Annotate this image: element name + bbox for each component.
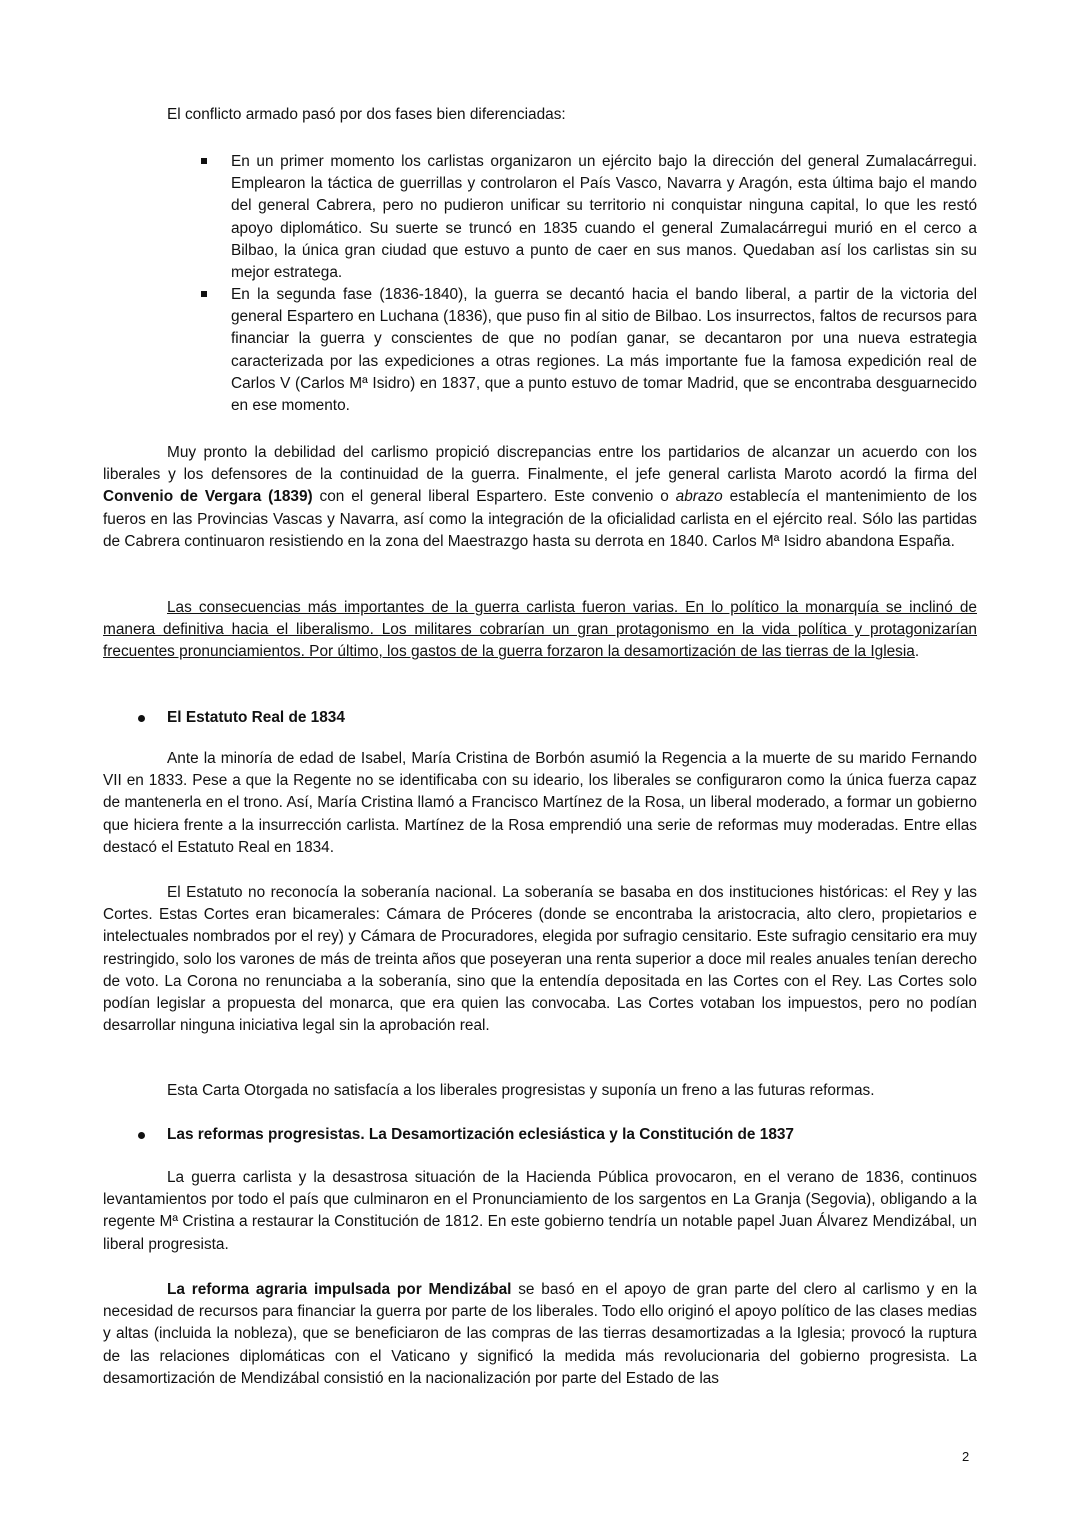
phase-1-text: En un primer momento los carlistas organizaron un ejército bajo la dirección del general Zumalacárregui. Emplearon la táctica de guerrillas y controlaron el País Vasco, Navarra y Aragón, esta última bajo el mando del general Cabrera, pero no pudieron unificar su territorio ni conquistar ninguna capital, lo que les restó apoyo diplomático. Su suerte se truncó en 1835 cuando el general Zumalacárregui murió en el cerco a Bilbao, la única gran ciudad que estuvo a punto de caer en sus manos. Quedaban así los carlistas sin su mejor estratega. [231,153,977,282]
estatuto-text-2: El Estatuto no reconocía la soberanía nacional. La soberanía se basaba en dos instituciones históricas: el Rey y las Cortes. Estas Cortes eran bicamerales: Cámara de Próceres (donde se encontraba la aristocracia, alto clero, propietarios e intelectuales nombrados por el rey) y Cámara de Procuradores, elegida por sufragio censitario. Este sufragio censitario era muy restringido, solo los varones de más de treinta años que poseyeran una renta superior a doce mil reales anuales tenían derecho de voto. La Corona no renunciaba a la soberanía, sino que la entendía depositada en las Cortes con el Rey. Las Cortes solo podían legislar a propuesta del monarca, que era quien las convocaba. Las Cortes votaban los impuestos, pero no podían desarrollar ninguna iniciativa legal sin la aprobación real. [103,884,977,1035]
reformas-text-1: La guerra carlista y la desastrosa situación de la Hacienda Pública provocaron, en el verano de 1836, continuos levantamientos por todo el país que culminaron en el Pronunciamiento de los sargentos en La Granja (Segovia), obligando a la regente Mª Cristina a restaurar la Constitución de 1812. En este gobierno tendría un notable papel Juan Álvarez Mendizábal, un liberal progresista. [103,1169,977,1253]
consequences-underlined: Las consecuencias más importantes de la guerra carlista fueron varias. En lo político la monarquía se inclinó de manera definitiva hacia el liberalismo. Los militares cobrarían un gran protagonismo en la vida política y protagonizarían frecuentes pronunciamientos. Por último, los gastos de la guerra forzaron la desamortización de las tierras de la Iglesia [103,599,977,661]
consequences-paragraph [103,597,977,664]
estatuto-text-3: Esta Carta Otorgada no satisfacía a los liberales progresistas y suponía un freno a las futuras reformas. [167,1082,875,1099]
round-bullet-icon [138,1132,145,1139]
heading-reformas-progresistas [167,1124,794,1146]
vergara-text-2: con el general liberal Espartero. Este convenio o [312,488,676,506]
consequences-end: . [914,643,920,661]
square-bullet-icon [201,158,207,164]
abrazo-term: abrazo [675,488,723,506]
estatuto-paragraph-1 [103,748,977,859]
intro-paragraph: El conflicto armado pasó por dos fases bien diferenciadas: [167,106,566,123]
reforma-agraria-bold: La reforma agraria impulsada por Mendizábal [167,1281,512,1298]
estatuto-text-1: Ante la minoría de edad de Isabel, María Cristina de Borbón asumió la Regencia a la muerte de su marido Fernando VII en 1833. Pese a que la Regente no se identificaba con su ideario, los liberales se configuraron como la única fuerza capaz de mantenerla en el trono. Así, María Cristina llamó a Francisco Martínez de la Rosa, un liberal moderado, a formar un gobierno que hiciera frente a la insurrección carlista. Martínez de la Rosa emprendió una serie de reformas muy moderadas. Entre ellas destacó el Estatuto Real en 1834. [103,750,977,856]
phase-2-text: En la segunda fase (1836-1840), la guerra se decantó hacia el bando liberal, a partir de la victoria del general Espartero en Luchana (1836), que puso fin al sitio de Bilbao. Los insurrectos, faltos de recursos para financiar la guerra y conscientes de que no podían ganar, se decantaron por una nueva estrategia caracterizada por las expediciones a otras regiones. La más importante fue la famosa expedición real de Carlos V (Carlos Mª Isidro) en 1837, que a punto estuvo de tomar Madrid, que se encontraba desguarnecido en ese momento. [231,286,977,415]
vergara-text-1: Muy pronto la debilidad del carlismo propició discrepancias entre los partidarios de alcanzar un acuerdo con los liberales y los defensores de la continuidad de la guerra. Finalmente, el jefe general carlista Maroto acordó la firma del [103,444,977,484]
list-item-phase-2 [231,284,977,417]
reformas-paragraph-2 [103,1279,977,1390]
reformas-text-2: se basó en el apoyo de gran parte del clero al carlismo y en la necesidad de recursos para financiar la guerra por parte de los liberales. Todo ello originó el apoyo político de las clases medias y altas (incluida la nobleza), que se beneficiaron de las compras de las tierras desamortizadas a la Iglesia; provocó la ruptura de las relaciones diplomáticas con el Vaticano y significó la medida más revolucionaria del gobierno progresista. La desamortización de Mendizábal consistió en la nacionalización por parte del Estado de las [103,1281,977,1387]
vergara-text-3: establecía el mantenimiento de los fueros en las Provincias Vascas y Navarra, así como la integración de la oficialidad carlista en el ejército real. Sólo las partidas de Cabrera continuaron resistiendo en la zona del Maestrazgo hasta su derrota en 1840. Carlos Mª Isidro abandona España. [103,488,977,550]
page-number: 2 [962,1449,970,1464]
heading-reformas-text: Las reformas progresistas. La Desamortización eclesiástica y la Constitución de 1837 [167,1126,794,1143]
vergara-paragraph [103,442,977,553]
reformas-paragraph-1 [103,1167,977,1256]
heading-estatuto-real [167,707,345,729]
square-bullet-icon [201,291,207,297]
estatuto-paragraph-3 [103,1080,977,1102]
list-item-phase-1 [231,151,977,284]
heading-estatuto-text: El Estatuto Real de 1834 [167,709,345,726]
convenio-vergara: Convenio de Vergara (1839) [103,488,313,506]
round-bullet-icon [138,715,145,722]
estatuto-paragraph-2 [103,882,977,1037]
